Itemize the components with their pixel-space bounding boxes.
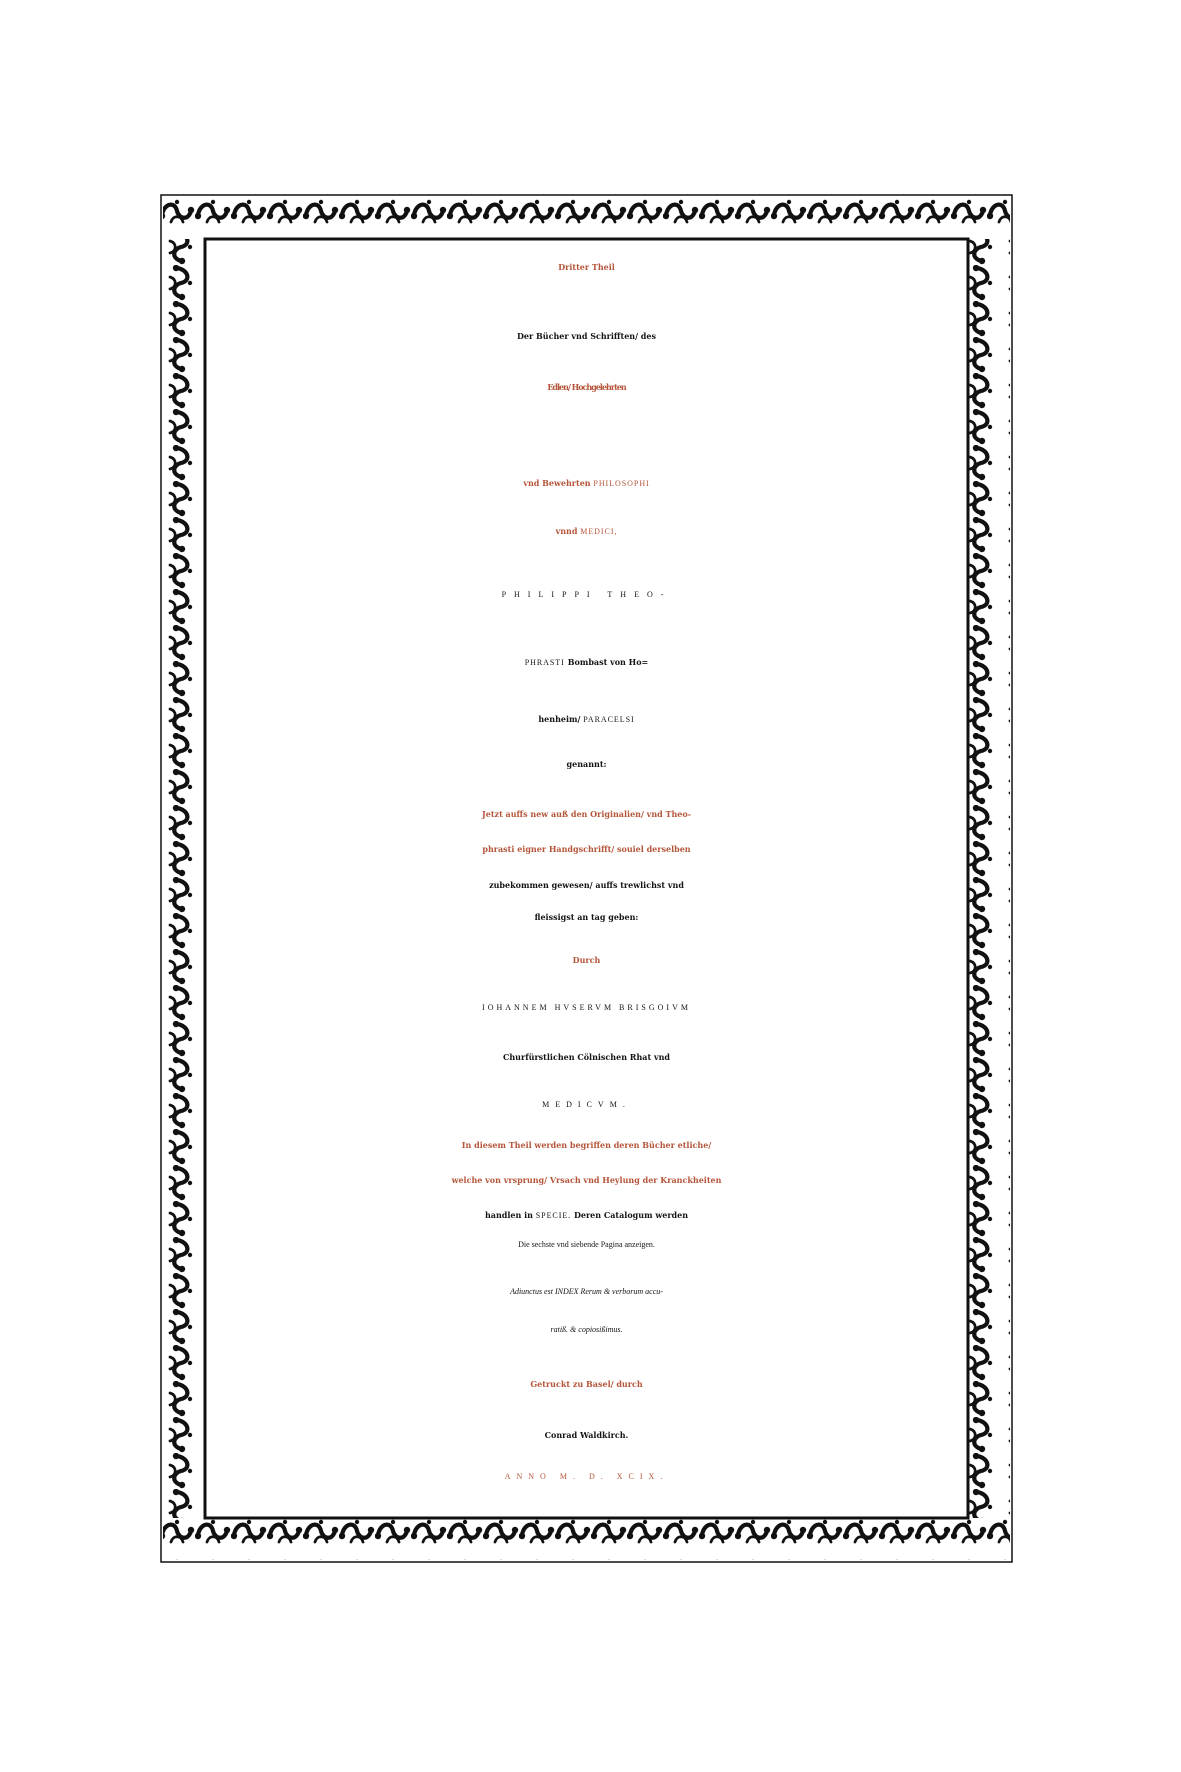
subtitle-noble: Edlen/ Hochgelehrten [547, 382, 626, 392]
subtitle-books: Der Bücher vnd Schrifften/ des [516, 331, 656, 341]
editor-role: Churfürstlichen Cölnischen Rhat vnd [502, 1052, 670, 1062]
author-name-line1: PHILIPPI THEO- [501, 590, 672, 599]
contents-line2: welche von vrsprung/ Vrsach vnd Heylung der Kranckheiten [451, 1175, 722, 1185]
by-line: Durch [572, 955, 601, 965]
contents-specie: SPECIE. [535, 1211, 572, 1220]
index-line2: ratiß. & copiosißimus. [550, 1325, 623, 1334]
description-line3: zubekommen gewesen/ auffs trewlichst vnd [489, 880, 684, 890]
index-line1: Adiunctus est INDEX Rerum & verborum accu- [510, 1287, 663, 1296]
editor-medicum: MEDICVM. [542, 1100, 631, 1109]
subtitle-medici-conj: vnnd [555, 526, 581, 536]
subtitle-philosophi: PHILOSOPHI [593, 479, 650, 488]
subtitle-proven [207, 479, 966, 488]
author-name-bombast: Bombast von Ho= [567, 657, 649, 667]
description-line2: phrasti eigner Handgschrifft/ souiel derselben [482, 844, 691, 854]
description-line1: Jetzt auffs new auß den Originalien/ vnd Theo- [481, 809, 692, 819]
contents-line3 [207, 1211, 966, 1220]
contents-line1: In diesem Theil werden begriffen deren Bücher etliche/ [461, 1140, 712, 1150]
imprint-year: ANNO M. D. XCIX. [504, 1472, 669, 1481]
author-name-paracelsi: PARACELSI [583, 715, 635, 724]
contents-handlen: handlen in [484, 1210, 536, 1220]
subtitle-medici [207, 527, 966, 536]
author-name-genannt: genannt: [566, 759, 607, 769]
subtitle-medici-word: MEDICI, [580, 527, 618, 536]
part-title: Dritter Theil [558, 262, 615, 272]
title-page-frame [159, 193, 1014, 1564]
author-name-line2 [207, 658, 966, 667]
author-name-henheim: henheim/ [538, 714, 584, 724]
imprint-line2: Conrad Waldkirch. [544, 1430, 629, 1440]
author-name-phrasti: PHRASTI [524, 658, 568, 667]
title-page [207, 241, 966, 1516]
contents-line4: Die sechste vnd siebende Pagina anzeigen. [518, 1240, 655, 1249]
description-line4: fleissigst an tag geben: [534, 912, 639, 922]
imprint-line1: Getruckt zu Basel/ durch [530, 1379, 643, 1389]
subtitle-proven-text: vnd Bewehrten [523, 478, 594, 488]
contents-catalogum: Deren Catalogum werden [571, 1210, 689, 1220]
author-name-line3 [207, 715, 966, 724]
editor-name: IOHANNEM HVSERVM BRISGOIVM [482, 1003, 691, 1012]
